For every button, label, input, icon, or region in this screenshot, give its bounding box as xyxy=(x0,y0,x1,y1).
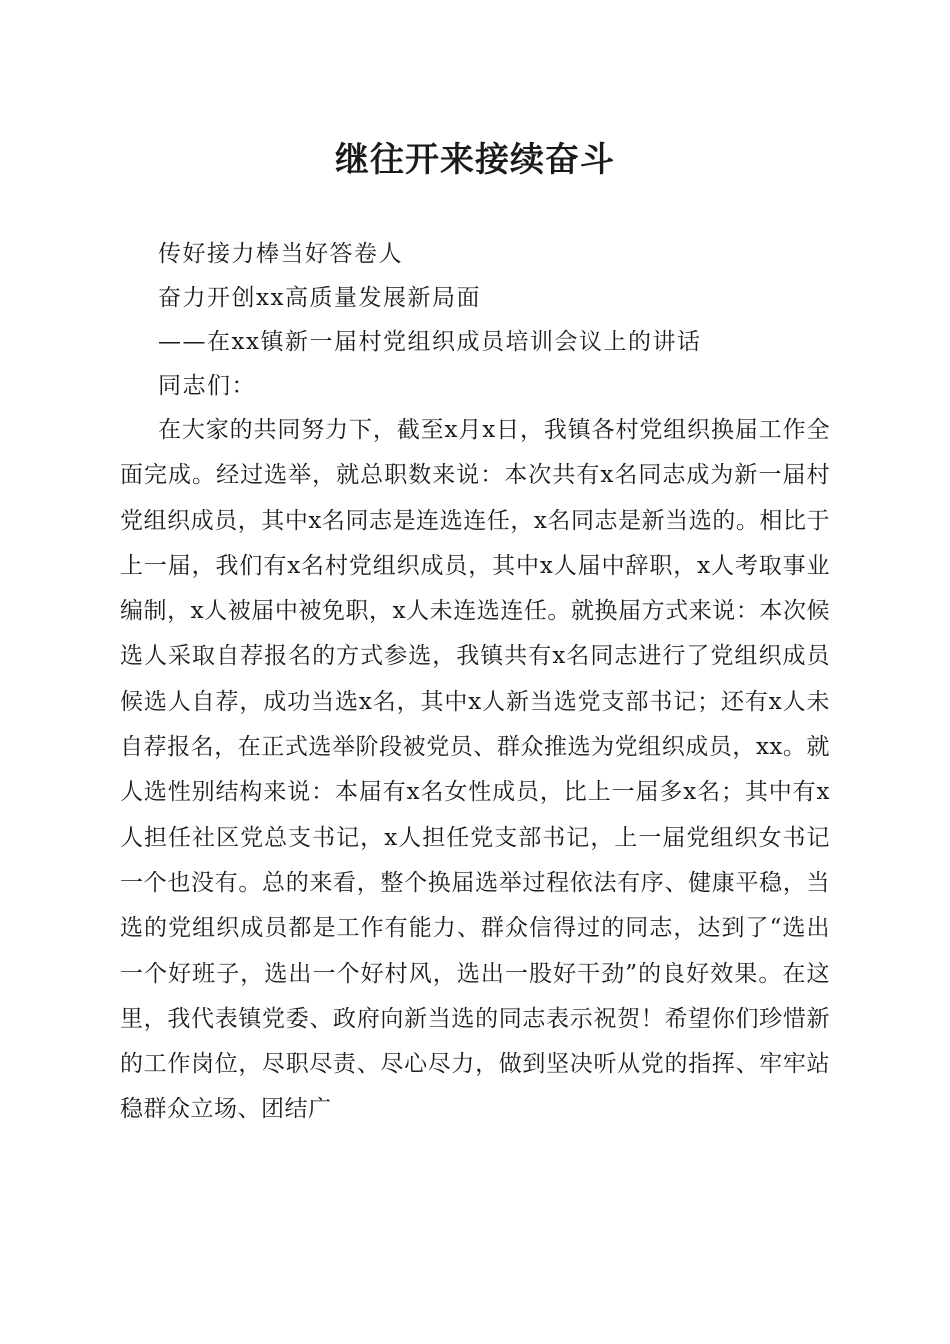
subtitle-line-1: 传好接力棒当好答卷人 xyxy=(158,241,403,267)
subtitle-line-3: ——在xx镇新一届村党组织成员培训会议上的讲话 xyxy=(158,329,702,355)
subtitle-line-2: 奋力开创xx高质量发展新局面 xyxy=(158,285,481,311)
body-paragraph: 在大家的共同努力下，截至x月x日，我镇各村党组织换届工作全面完成。经过选举，就总职数来说：本次共有x名同志成为新一届村党组织成员，其中x名同志是连选连任，x名同志是新当选的。相比于上一届，我们有x名村党组织成员，其中x人届中辞职，x人考取事业编制，x人被届中被免职，x人未连选连任。就换届方式来说：本次候选人采取自荐报名的方式参选，我镇共有x名同志进行了党组织成员候选人自荐，成功当选x名，其中x人新当选党支部书记；还有x人未自荐报名，在正式选举阶段被党员、群众推选为党组织成员，xx。就人选性别结构来说：本届有x名女性成员，比上一届多x名；其中有x人担任社区党总支书记，x人担任党支部书记，上一届党组织女书记一个也没有。总的来看，整个换届选举过程依法有序、健康平稳，当选的党组织成员都是工作有能力、群众信得过的同志，达到了“选出一个好班子，选出一个好村风，选出一股好干劲”的良好效果。在这里，我代表镇党委、政府向新当选的同志表示祝贺！希望你们珍惜新的工作岗位，尽职尽责、尽心尽力，做到坚决听从党的指挥、牢牢站稳群众立场、团结广 xyxy=(120,417,830,1123)
salutation: 同志们： xyxy=(158,373,256,399)
document-title: 继往开来接续奋斗 xyxy=(335,140,615,180)
